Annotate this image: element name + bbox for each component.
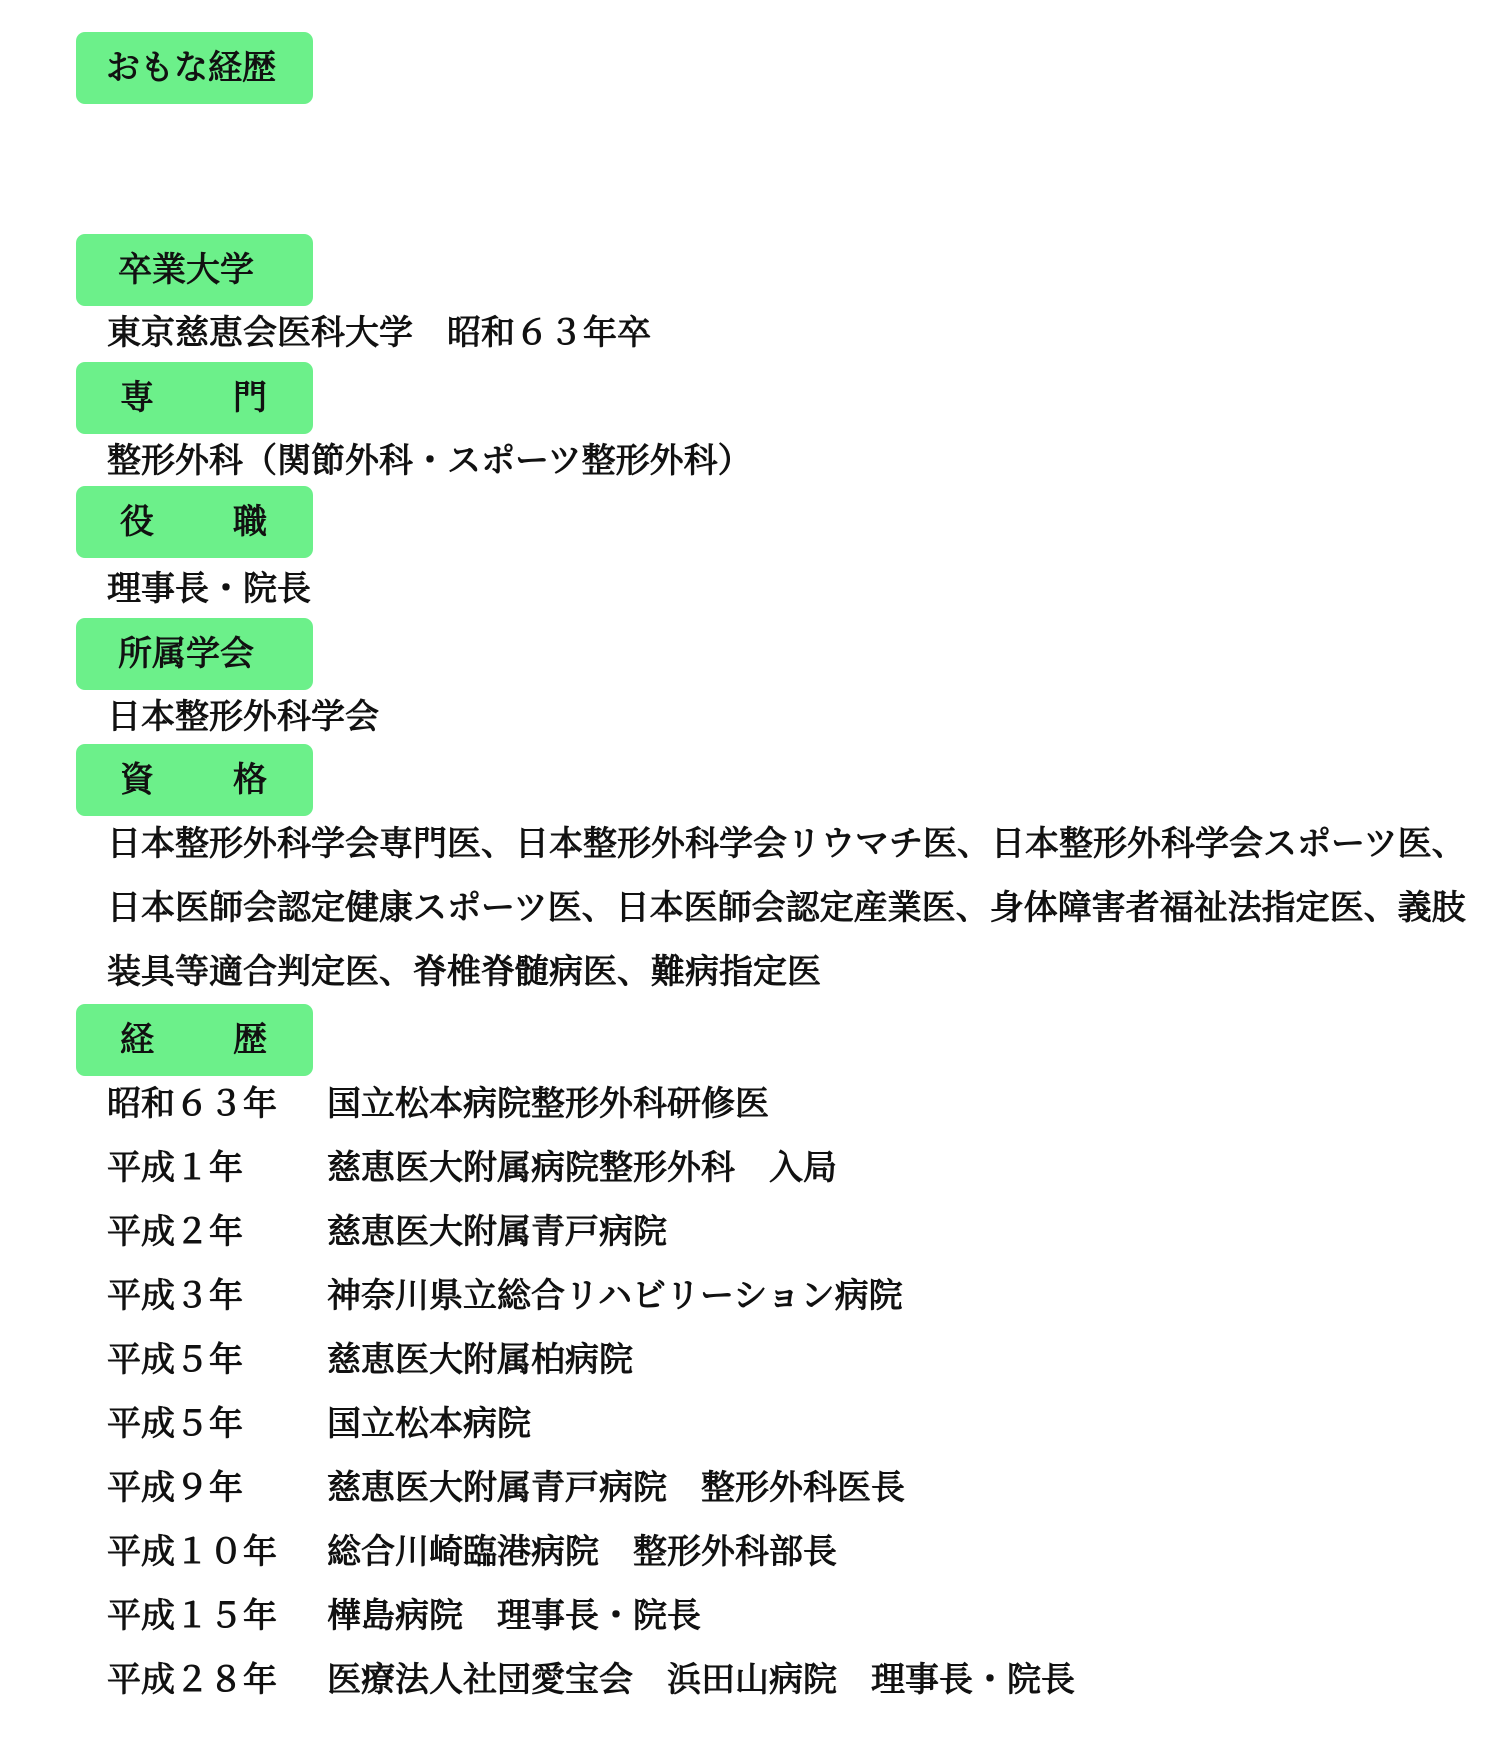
history-year: 平成３年: [107, 1276, 243, 1316]
history-desc: 慈恵医大附属青戸病院: [327, 1212, 667, 1252]
qualifications-label-char-2: 格: [233, 760, 267, 800]
position-label-char-1: 役: [120, 502, 154, 542]
history-desc: 国立松本病院整形外科研修医: [327, 1084, 769, 1124]
history-label-char-1: 経: [120, 1020, 154, 1060]
history-desc: 慈恵医大附属病院整形外科 入局: [327, 1148, 837, 1188]
specialty-label-char-2: 門: [233, 378, 267, 418]
society-value: 日本整形外科学会: [107, 697, 379, 737]
university-label: [76, 234, 313, 306]
qualifications-label-char-1: 資: [120, 760, 154, 800]
position-value: 理事長・院長: [107, 569, 311, 609]
qualifications-label: [76, 744, 313, 816]
history-year: 平成１０年: [107, 1532, 277, 1572]
history-desc: 樺島病院 理事長・院長: [327, 1596, 701, 1636]
history-desc: 神奈川県立総合リハビリーション病院: [327, 1276, 903, 1316]
history-label-char-2: 歴: [233, 1020, 267, 1060]
specialty-value: 整形外科（関節外科・スポーツ整形外科）: [107, 441, 752, 481]
history-desc: 慈恵医大附属青戸病院 整形外科医長: [327, 1468, 905, 1508]
history-year: 平成１年: [107, 1148, 243, 1188]
history-year: 平成９年: [107, 1468, 243, 1508]
university-value: 東京慈恵会医科大学 昭和６３年卒: [107, 313, 651, 353]
history-year: 平成２年: [107, 1212, 243, 1252]
page-title-text: おもな経歴: [106, 48, 276, 88]
qualifications-value: 日本整形外科学会専門医、日本整形外科学会リウマチ医、日本整形外科学会スポーツ医、日本医師会認定健康スポーツ医、日本医師会認定産業医、身体障害者福祉法指定医、義肢装具等適合判定医、脊椎脊髄病医、難病指定医: [107, 824, 1466, 992]
page-title: [76, 32, 313, 104]
position-label: [76, 486, 313, 558]
history-year: 平成５年: [107, 1340, 243, 1380]
history-year: 平成２８年: [107, 1660, 277, 1700]
history-desc: 医療法人社団愛宝会 浜田山病院 理事長・院長: [327, 1660, 1075, 1700]
history-label: [76, 1004, 313, 1076]
university-label-text: 卒業大学: [118, 250, 254, 290]
history-desc: 国立松本病院: [327, 1404, 531, 1444]
history-year: 平成１５年: [107, 1596, 277, 1636]
society-label-text: 所属学会: [118, 634, 254, 674]
position-label-char-2: 職: [233, 502, 267, 542]
history-desc: 総合川崎臨港病院 整形外科部長: [327, 1532, 837, 1572]
history-year: 平成５年: [107, 1404, 243, 1444]
society-label: [76, 618, 313, 690]
history-desc: 慈恵医大附属柏病院: [327, 1340, 633, 1380]
specialty-label-char-1: 専: [120, 378, 154, 418]
history-year: 昭和６３年: [107, 1084, 277, 1124]
specialty-label: [76, 362, 313, 434]
